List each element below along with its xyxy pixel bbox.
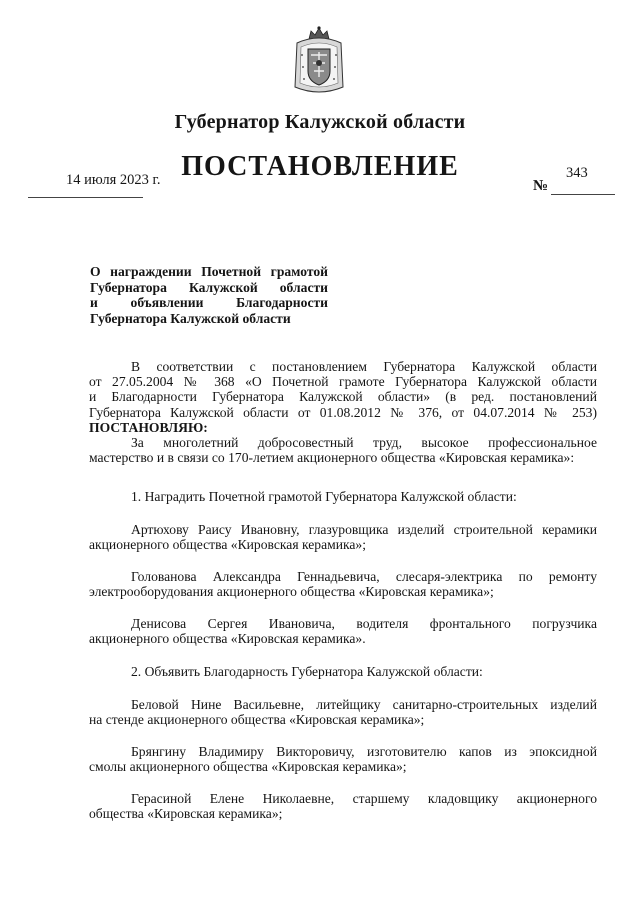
gratitude-item: [89, 744, 597, 774]
reason-line: За многолетний добросовестный труд, высокое профессиональное: [131, 435, 597, 451]
subject-line: Губернатора Калужской области: [90, 310, 291, 326]
decree-word: ПОСТАНОВЛЯЮ:: [89, 419, 208, 435]
section-1-heading: [89, 489, 597, 504]
gratitude-line: Беловой Нине Васильевне, литейщику санитарно-строительных изделий: [131, 697, 597, 712]
gratitude-item: [89, 791, 597, 821]
gratitude-line: Брянгину Владимиру Викторовичу, изготовителю капов из эпоксидной: [131, 744, 597, 759]
awardee-line: электрооборудования акционерного общества «Кировская керамика»;: [89, 584, 494, 600]
awardee-line: Денисова Сергея Ивановича, водителя фронтального погрузчика: [131, 616, 597, 631]
document-type-title: ПОСТАНОВЛЕНИЕ: [181, 151, 459, 182]
issuer-title: Губернатор Калужской области: [174, 111, 466, 133]
section-2-heading: [89, 664, 597, 679]
section-2-text: 2. Объявить Благодарность Губернатора Калужской области:: [131, 664, 483, 679]
gratitude-line: общества «Кировская керамика»;: [89, 806, 283, 822]
gratitude-line: Герасиной Елене Николаевне, старшему кладовщику акционерного: [131, 791, 597, 806]
subject-line: и объявлении Благодарности: [90, 295, 328, 310]
preamble-line: от 27.05.2004 № 368 «О Почетной грамоте Губернатора Калужской области: [89, 374, 597, 390]
document-subject: [90, 264, 328, 326]
gratitude-line: на стенде акционерного общества «Кировская керамика»;: [89, 712, 425, 728]
awardee-line: Голованова Александра Геннадьевича, слесаря-электрика по ремонту: [131, 569, 597, 584]
number-sign: №: [533, 178, 549, 194]
gratitude-line: смолы акционерного общества «Кировская керамика»;: [89, 759, 407, 775]
reason-line: мастерство и в связи со 170-летием акционерного общества «Кировская керамика»:: [89, 450, 575, 466]
document-number: 343: [566, 165, 588, 181]
awardee-line: акционерного общества «Кировская керамика».: [89, 631, 366, 647]
awardee-line: Артюхову Раису Ивановну, глазуровщика изделий строительной керамики: [131, 522, 597, 537]
awardee-item: [89, 569, 597, 599]
preamble-line: Губернатора Калужской области от 01.08.2012 № 376, от 04.07.2014 № 253): [89, 404, 597, 420]
preamble-paragraph: [89, 359, 597, 465]
number-underline: [551, 194, 615, 195]
coat-of-arms-icon: [291, 25, 347, 97]
subject-line: Губернатора Калужской области: [90, 279, 328, 295]
awardee-line: акционерного общества «Кировская керамика»;: [89, 537, 366, 553]
preamble-line: В соответствии с постановлением Губернатора Калужской области: [131, 359, 597, 374]
gratitude-item: [89, 697, 597, 727]
subject-line: О награждении Почетной грамотой: [90, 264, 328, 279]
date-underline: [28, 197, 143, 198]
preamble-line: и Благодарности Губернатора Калужской области» (в ред. постановлений: [89, 389, 597, 405]
awardee-item: [89, 522, 597, 552]
document-date: 14 июля 2023 г.: [66, 172, 161, 188]
section-1-text: 1. Наградить Почетной грамотой Губернатора Калужской области:: [131, 489, 517, 504]
awardee-item: [89, 616, 597, 646]
